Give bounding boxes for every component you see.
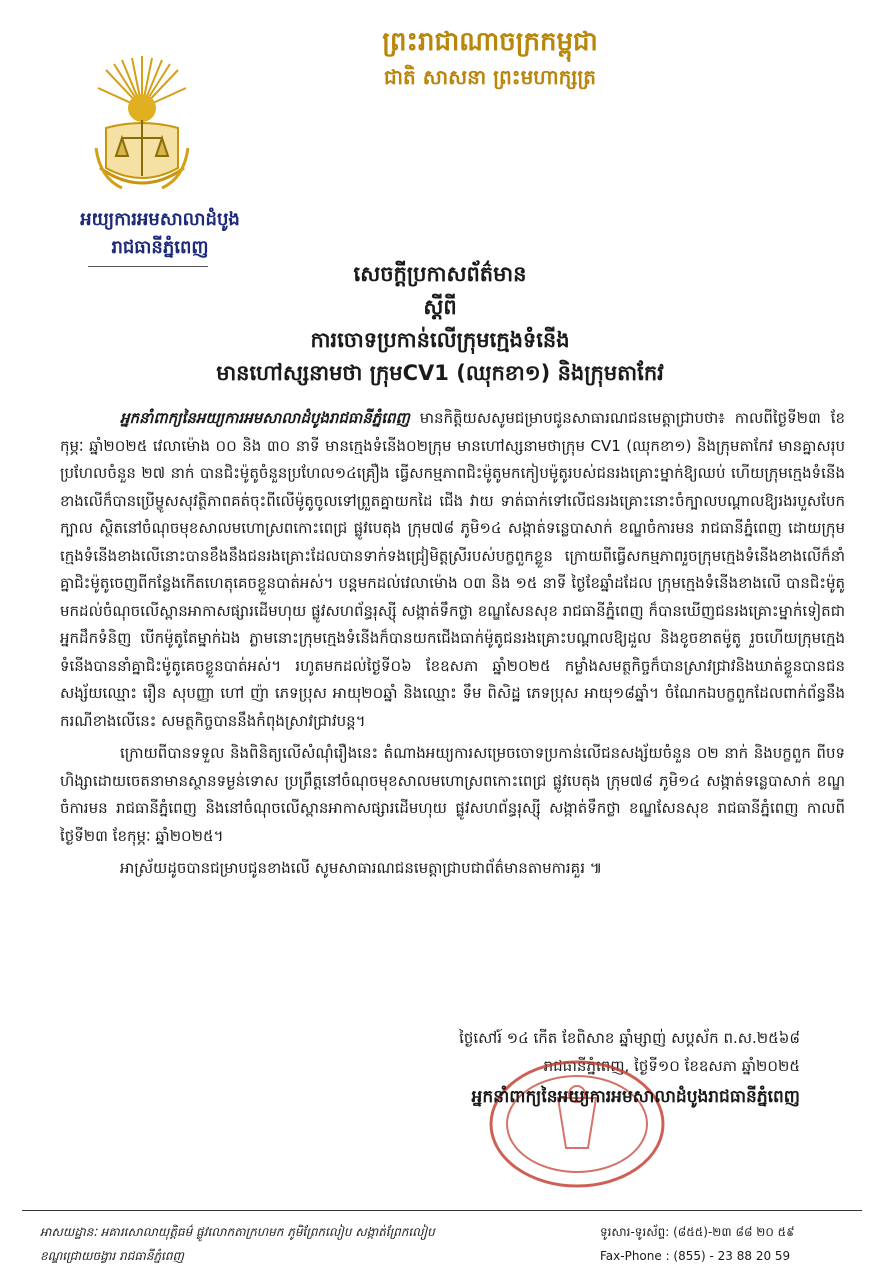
announcement-title	[150, 258, 730, 390]
footer-contact	[600, 1220, 850, 1268]
issuing-office-line1: អយ្យការអមសាលាដំបូង	[80, 209, 240, 230]
official-stamp	[488, 1058, 666, 1190]
lunar-date: ថ្ងៃសៅរ៍ ១៤ កើត ខែពិសាខ ឆ្នាំម្សាញ់ សប្តស័ក ព.ស.២៥៦៨	[459, 1029, 800, 1047]
spokesperson-lead: អ្នកនាំពាក្យនៃអយ្យការអមសាលាដំបូងរាជធានីភ្នំពេញ	[120, 409, 410, 427]
footer-address	[40, 1220, 580, 1268]
footer-divider	[22, 1210, 862, 1211]
issuing-office-line2: រាជធានីភ្នំពេញ	[111, 237, 209, 258]
issuing-office	[60, 206, 260, 262]
announcement-body	[60, 405, 845, 888]
phone-khmer: ទូរសារ-ទូរស័ព្ទ: (៨៥៥)-២៣ ៨៨ ២០ ៥៩	[600, 1225, 795, 1239]
title-line-4: មានហៅស្សនាមថា ក្រុមCV1 (ឈុកខា១) និងក្រុមតាកែវ	[216, 361, 664, 385]
national-motto: ជាតិ សាសនា ព្រះមហាក្សត្រ	[384, 65, 596, 89]
title-line-3: ការចោទប្រកាន់លើក្រុមក្មេងទំនើង	[310, 328, 570, 352]
paragraph-1-text: មានកិត្តិយសសូមជម្រាបជូនសាធារណជនមេត្តាជ្រាបថា៖ កាលពីថ្ងៃទី២៣ ខែកុម្ភៈ ឆ្នាំ២០២៥ វេលាម៉ោង ០០ និង ៣០ នាទី មានក្មេងទំនើង០២ក្រុម មានហៅស្សនាមថាក្រុម CV1 (ឈុកខា១) និងក្រុមតាកែវ មានគ្នាសរុបប្រហែលចំនួន ២៧ នាក់ បានជិះម៉ូតូចំនួនប្រហែល១៤គ្រឿង ធ្វើសកម្មភាពជិះម៉ូតូមកកៀបម៉ូតូរបស់ជនរងគ្រោះម្នាក់ឱ្យឈប់ ហើយក្រុមក្មេងទំនើងខាងលើក៏បានប្រើម្ខូសសុវត្ថិភាពគត់ចុះពីលើម៉ូតូចូលទៅព្រួតគ្នាយកដៃ ជើង វាយ ទាត់ធាក់ទៅលើជនរងគ្រោះនោះចំក្បាលបណ្តាលឱ្យរងរបួសបែកក្បាល ស្ថិតនៅចំណុចមុខសាលមហោស្រពកោះពេជ្រ ផ្លូវបេតុង ក្រុម៧៨ ភូមិ១៤ សង្កាត់ទន្លេបាសាក់ ខណ្ឌចំការមន រាជធានីភ្នំពេញ ដោយក្រុមក្មេងទំនើងខាងលើនោះបានខឹងនឹងជនរងគ្រោះដែលបានទាក់ទងជ្រៀមិត្តស្រីរបស់បក្ខពួកខ្លួន ក្រោយពីធ្វើសកម្មភាពរួចក្រុមក្មេងទំនើងខាងលើក៏នាំគ្នាជិះម៉ូតូចេញពីកន្លែងកើតហេតុគេចខ្លួនបាត់អស់។ បន្តមកដល់វេលាម៉ោង ០៣ និង ១៥ នាទី ថ្ងៃខែឆ្នាំដដែល ក្រុមក្មេងទំនើងខាងលើ បានជិះម៉ូតូមកដល់ចំណុចលើស្ពានអាកាសផ្សារដើមហុយ ផ្លូវសហព័ន្ធរុស្ស៊ី សង្កាត់ទឹកថ្លា ខណ្ឌសែនសុខ រាជធានីភ្នំពេញ ក៏បានឃើញជនរងគ្រោះម្នាក់ទៀតជាអ្នកដឹកទំនិញ បើកម៉ូតូតែម្នាក់ឯង ភ្លាមនោះក្រុមក្មេងទំនើងក៏បានយកជើងធាក់ម៉ូតូជនរងគ្រោះបណ្តាលឱ្យដួល និងខូចខាតម៉ូតូ រួចហើយក្រុមក្មេងទំនើងបាននាំគ្នាជិះម៉ូតូគេចខ្លួនបាត់អស់។ រហូតមកដល់ថ្ងៃទី០៦ ខែឧសភា ឆ្នាំ២០២៥ កម្លាំងសមត្ថកិច្ចក៏បានស្រាវជ្រាវនិងឃាត់ខ្លួនបានជនសង្ស័យឈ្មោះ រឿន សុបញ្ញា ហៅ ញ៉ា ភេទប្រុស អាយុ២០ឆ្នាំ និងឈ្មោះ ទឹម ពិសិដ្ឋ ភេទប្រុស អាយុ១៨ឆ្នាំ។ ចំណែកឯបក្ខពួកដែលពាក់ព័ន្ធនឹងករណីខាងលើនេះ សមត្ថកិច្ចបាននឹងកំពុងស្រាវជ្រាវបន្ត។	[60, 409, 845, 730]
address-line-2: ខណ្ឌជ្រោយចង្វារ រាជធានីភ្នំពេញ	[40, 1249, 184, 1263]
address-line-1: អាសយដ្ឋានៈ អគារសោលាយុត្តិធម៌ ផ្លូវលោកតាក្រហមក ភូមិព្រែកលៀប សង្កាត់ព្រែកលៀប	[40, 1225, 435, 1239]
kingdom-name: ព្រះរាជាណាចក្រកម្ពុជា	[382, 27, 598, 57]
body-paragraph-3: អាស្រ័យដូចបានជម្រាបជូនខាងលើ សូមសាធារណជនមេត្តាជ្រាបជាព័ត៌មានតាមការគួរ ៕	[120, 859, 603, 877]
solar-date: រាជធានីភ្នំពេញ, ថ្ងៃទី១០ ខែឧសភា ឆ្នាំ២០២៥	[543, 1057, 800, 1075]
title-line-1: សេចក្តីប្រកាសព័ត៌មាន	[353, 262, 527, 286]
fax-phone: Fax-Phone : (855) - 23 88 20 59	[600, 1249, 791, 1263]
title-line-2: ស្តីពី	[423, 295, 457, 319]
signature-title: អ្នកនាំពាក្យនៃអយ្យការអមសាលាដំបូងរាជធានីភ្នំពេញ	[471, 1087, 800, 1107]
kingdom-header	[300, 22, 680, 92]
body-paragraph-2: ក្រោយពីបានទទួល និងពិនិត្យលើសំណុំរឿងនេះ តំណាងអយ្យការសម្រេចចោទប្រកាន់លើជនសង្ស័យចំនួន ០២ នាក់ និងបក្ខពួក ពីបទ ហិង្សាដោយចេតនាមានស្ថានទម្ងន់ទោស ប្រព្រឹត្តនៅចំណុចមុខសាលមហោស្រពកោះពេជ្រ ផ្លូវបេតុង ក្រុម៧៨ ភូមិ១៤ សង្កាត់ទន្លេបាសាក់ ខណ្ឌចំការមន រាជធានីភ្នំពេញ និងនៅចំណុចលើស្ពានអាកាសផ្សារដើមហុយ ផ្លូវសហព័ន្ធរុស្ស៊ី សង្កាត់ទឹកថ្លា ខណ្ឌសែនសុខ រាជធានីភ្នំពេញ កាលពីថ្ងៃទី២៣ ខែកុម្ភៈ ឆ្នាំ២០២៥។	[60, 744, 845, 845]
prosecutor-emblem-logo	[92, 48, 192, 198]
body-paragraph-1	[60, 405, 845, 735]
